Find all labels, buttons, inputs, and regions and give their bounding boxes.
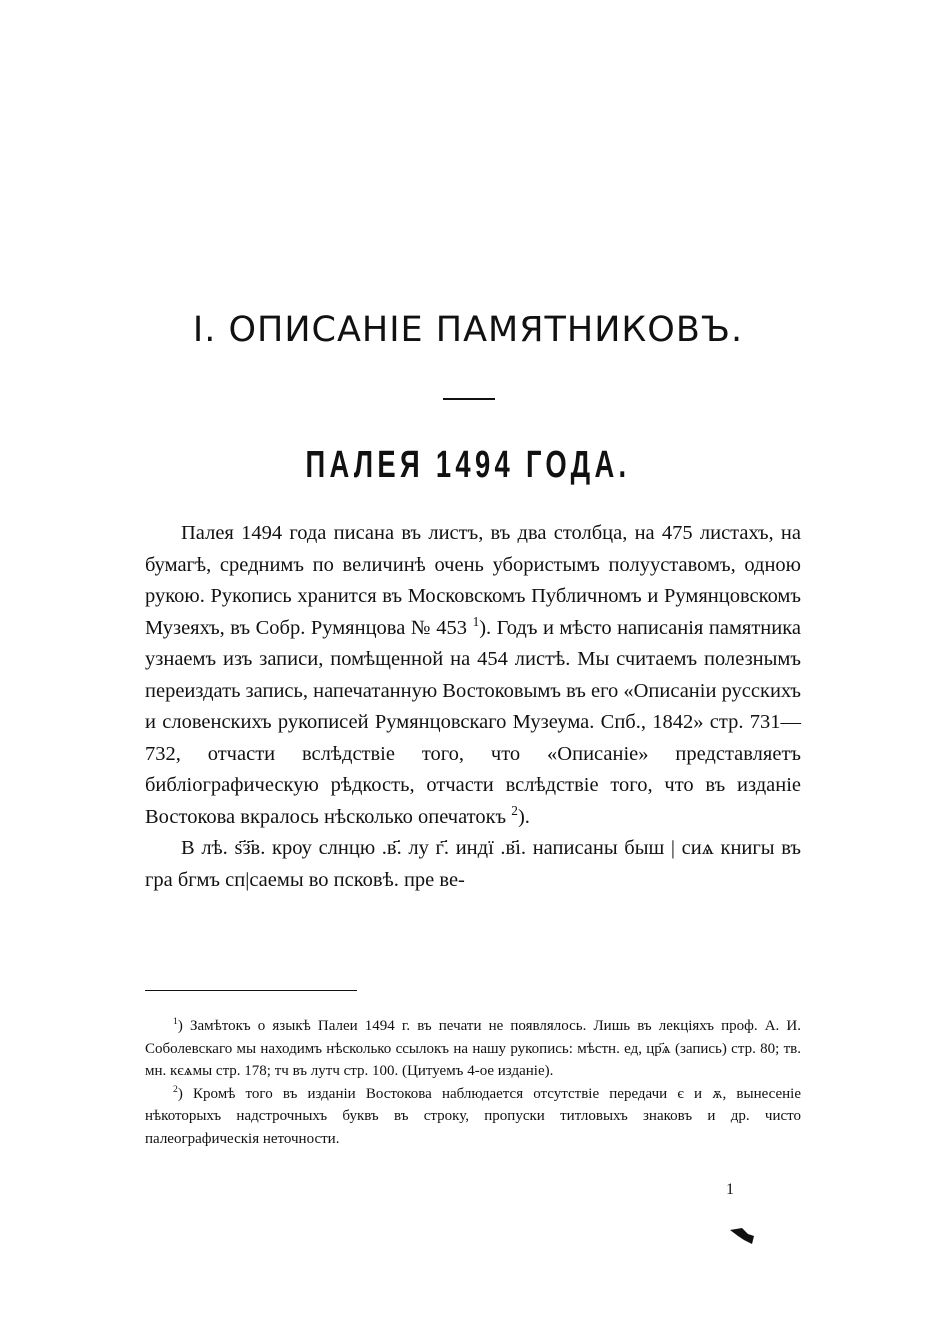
footnote-1 [145, 1015, 801, 1083]
footnote-1-text: ) Замѣтокъ о языкѣ Палеи 1494 г. въ печати не появлялось. Лишь въ лекціяхъ проф. А. И. Соболевскаго мы находимъ нѣсколько ссылокъ на нашу рукопись: мѣстн. ед, цр҃ѧ (запись) стр. 80; тв. мн. кєѧмы стр. 178; тч въ лутч стр. 100. (Цитуемъ 4-ое изданіе). [145, 1018, 801, 1079]
footnotes [145, 1015, 801, 1150]
page-number: 1 [726, 1181, 734, 1198]
footnote-separator [145, 990, 357, 991]
document-title: ПАЛЕЯ 1494 ГОДА. [305, 444, 631, 486]
paragraph-2: В лѣ. ѕ҃з҃в. кроу слнцю .в҃. лу г҃. индї .в҃ı. написаны быш | сиѧ книгы въ гра бгмъ сп|саемы во псковѣ. пре ве- [145, 837, 801, 891]
paragraph-1-part-1: Палея 1494 года писана въ листъ, въ два столбца, на 475 листахъ, на бумагѣ, среднимъ по величинѣ очень убористымъ полууставомъ, одною рукою. Рукопись хранится въ Московскомъ Публичномъ и Румянцовскомъ Музеяхъ, въ Собр. Румянцова № 453 [145, 522, 801, 639]
footnote-2-mark: 2 [173, 1083, 178, 1095]
paragraph-1 [145, 518, 801, 833]
paragraph-1-part-3: ). [517, 805, 530, 828]
ink-mark-icon [728, 1224, 758, 1250]
footnote-ref-2[interactable]: 2 [511, 802, 518, 818]
title-divider [443, 398, 495, 400]
body-text [145, 518, 801, 896]
footnote-2 [145, 1083, 801, 1151]
section-title: I. ОПИСАНІЕ ПАМЯТНИКОВЪ. [192, 310, 744, 350]
footnote-ref-1[interactable]: 1 [472, 613, 480, 629]
footnote-2-text: ) Кромѣ того въ изданіи Востокова наблюдается отсутствіе передачи є и ѫ, вынесеніе нѣкоторыхъ надстрочныхъ буквъ въ строку, пропуски титловыхъ знаковъ и др. чисто палеографическія неточности. [145, 1085, 801, 1147]
footnote-1-mark: 1 [173, 1016, 178, 1027]
paragraph-1-part-2: ). Годъ и мѣсто написанія памятника узнаемъ изъ записи, помѣщенной на 454 листѣ. Мы считаемъ полезнымъ переиздать запись, напечатанную Востоковымъ въ его «Описаніи русскихъ и словенскихъ рукописей Румянцовскаго Музеума. Спб., 1842» стр. 731—732, отчасти вслѣдствіе того, что «Описаніе» представляетъ библіографическую рѣдкость, отчасти вслѣдствіе того, что въ изданіе Востокова вкралось нѣсколько опечатокъ [145, 616, 801, 828]
